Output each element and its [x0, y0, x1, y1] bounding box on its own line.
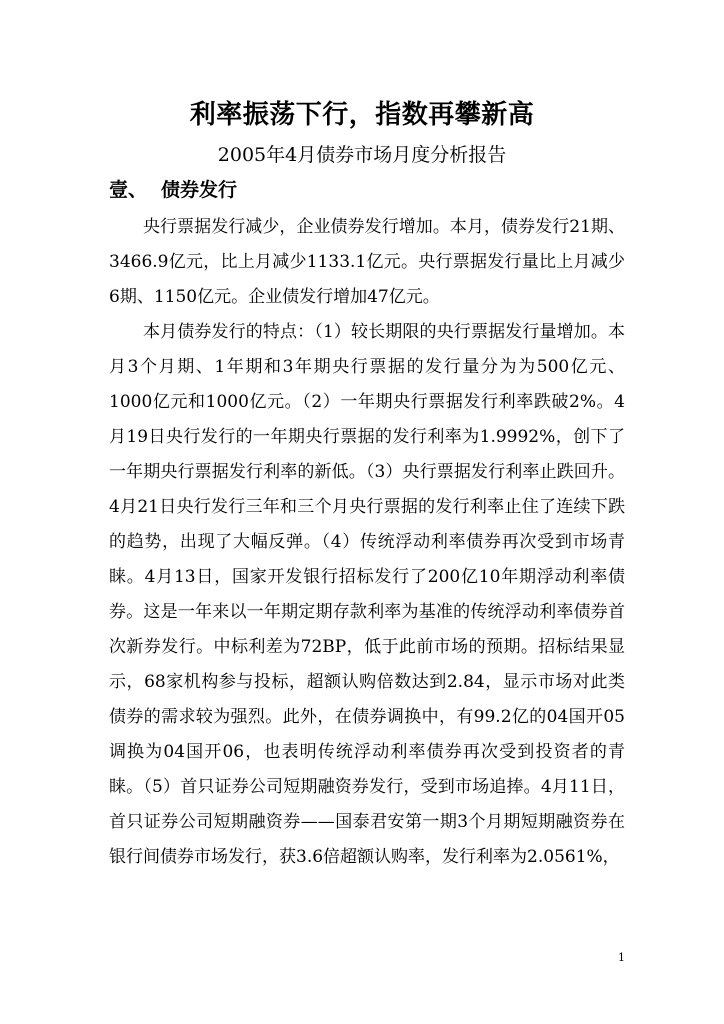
section-number: 壹、 — [109, 179, 148, 201]
paragraph-2: 本月债券发行的特点：（1）较长期限的央行票据发行量增加。本月3个月期、1年期和3年期央行票据的发行量分为为500亿元、1000亿元和1000亿元。（2）一年期央行票据发行利率跌破2%。4月19日央行发行的一年期央行票据的发行利率为1.9992%，创下了一年期央行票据发行利率的新低。（3）央行票据发行利率止跌回升。4月21日央行发行三年和三个月央行票据的发行利率止住了连续下跌的趋势，出现了大幅反弹。（4）传统浮动利率债券再次受到市场青睐。4月13日，国家开发银行招标发行了200亿10年期浮动利率债券。这是一年来以一年期定期存款利率为基准的传统浮动利率债券首次新券发行。中标利差为72BP，低于此前市场的预期。招标结果显示，68家机构参与投标，超额认购倍数达到2.84，显示市场对此类债券的需求较为强烈。此外，在债券调换中，有99.2亿的04国开05调换为04国开06，也表明传统浮动利率债券再次受到投资者的青睐。（5）首只证券公司短期融资券发行，受到市场追捧。4月11日，首只证券公司短期融资券——国泰君安第一期3个月期短期融资券在银行间债券市场发行，获3.6倍超额认购率，发行利率为2.0561%， — [109, 322, 625, 867]
body-text — [109, 210, 625, 875]
document-title: 利率振荡下行，指数再攀新高 — [189, 100, 535, 130]
section-heading — [109, 176, 237, 204]
document-subtitle: 2005年4月债券市场月度分析报告 — [217, 144, 507, 166]
section-heading-text: 债券发行 — [161, 179, 238, 201]
page-number: 1 — [618, 951, 625, 964]
paragraph-1: 央行票据发行减少，企业债券发行增加。本月，债券发行21期、3466.9亿元，比上月减少1133.1亿元。央行票据发行量比上月减少6期、1150亿元。企业债发行增加47亿元。 — [109, 217, 625, 307]
